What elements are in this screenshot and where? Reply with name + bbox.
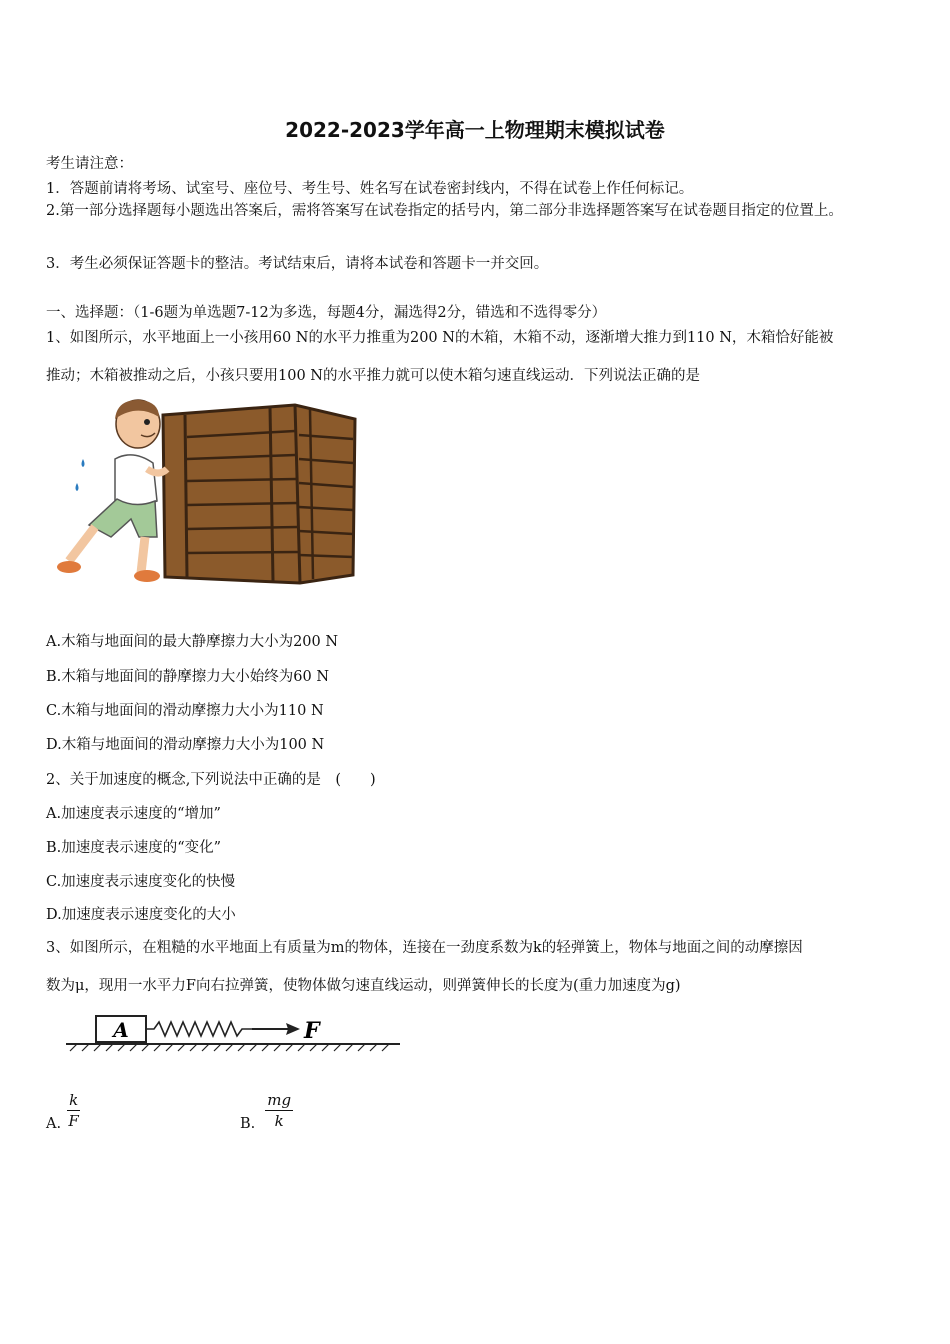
- q2-option-d: D.加速度表示速度变化的大小: [46, 907, 236, 923]
- q1-option-c: C.木箱与地面间的滑动摩擦力大小为110 N: [46, 703, 324, 719]
- q3-option-b: [240, 1088, 293, 1132]
- q3-option-a: [46, 1088, 80, 1132]
- q3-option-b-fraction: [265, 1090, 293, 1131]
- q2-option-b: B.加速度表示速度的“变化”: [46, 840, 222, 856]
- q3-option-b-label: B.: [240, 1116, 256, 1132]
- q3-option-a-fraction: [67, 1090, 80, 1131]
- q3-stem-line2: 数为μ，现用一水平力F向右拉弹簧，使物体做匀速直线运动，则弹簧伸长的长度为(重力加速度为g): [46, 978, 681, 994]
- notice-item-3: 3．考生必须保证答题卡的整洁。考试结束后，请将本试卷和答题卡一并交回。: [46, 256, 549, 272]
- q1-option-d: D.木箱与地面间的滑动摩擦力大小为100 N: [46, 737, 325, 753]
- q1-option-b: B.木箱与地面间的静摩擦力大小始终为60 N: [46, 669, 330, 685]
- q3-option-a-label: A.: [46, 1116, 62, 1132]
- q3-option-a-numerator: k: [69, 1090, 79, 1109]
- q2-option-c: C.加速度表示速度变化的快慢: [46, 874, 236, 890]
- page-title: 2022-2023学年高一上物理期末模拟试卷: [285, 118, 665, 142]
- q3-option-b-denominator: k: [274, 1111, 284, 1130]
- q3-option-a-denominator: F: [68, 1111, 79, 1130]
- child-pushing-crate-illustration: [55, 397, 360, 587]
- q1-stem-line1: 1、如图所示，水平地面上一小孩用60 N的水平力推重为200 N的木箱，木箱不动，逐渐增大推力到110 N，木箱恰好能被: [46, 330, 834, 346]
- section-heading: 一、选择题：（1-6题为单选题7-12为多选，每题4分，漏选得2分，错选和不选得零分）: [46, 305, 607, 321]
- q1-option-a: A.木箱与地面间的最大静摩擦力大小为200 N: [46, 634, 339, 650]
- q3-option-b-numerator: mg: [267, 1090, 292, 1109]
- notice-heading: 考生请注意：: [46, 156, 133, 172]
- q1-stem-line2: 推动；木箱被推动之后，小孩只要用100 N的水平推力就可以使木箱匀速直线运动．下列说法正确的是: [46, 368, 700, 384]
- notice-item-2: 2.第一部分选择题每小题选出答案后，需将答案写在试卷指定的括号内，第二部分非选择题答案写在试卷题目指定的位置上。: [46, 203, 843, 219]
- q2-option-a: A.加速度表示速度的“增加”: [46, 806, 221, 822]
- q3-stem-line1: 3、如图所示，在粗糙的水平地面上有质量为m的物体，连接在一劲度系数为k的轻弹簧上，物体与地面之间的动摩擦因: [46, 940, 803, 956]
- q2-stem: 2、关于加速度的概念,下列说法中正确的是 ( ): [46, 772, 376, 788]
- notice-item-1: 1．答题前请将考场、试室号、座位号、考生号、姓名写在试卷密封线内，不得在试卷上作任何标记。: [46, 181, 694, 197]
- block-spring-figure: [62, 1010, 402, 1058]
- force-label: F: [304, 1018, 320, 1044]
- block-label: A: [113, 1018, 129, 1042]
